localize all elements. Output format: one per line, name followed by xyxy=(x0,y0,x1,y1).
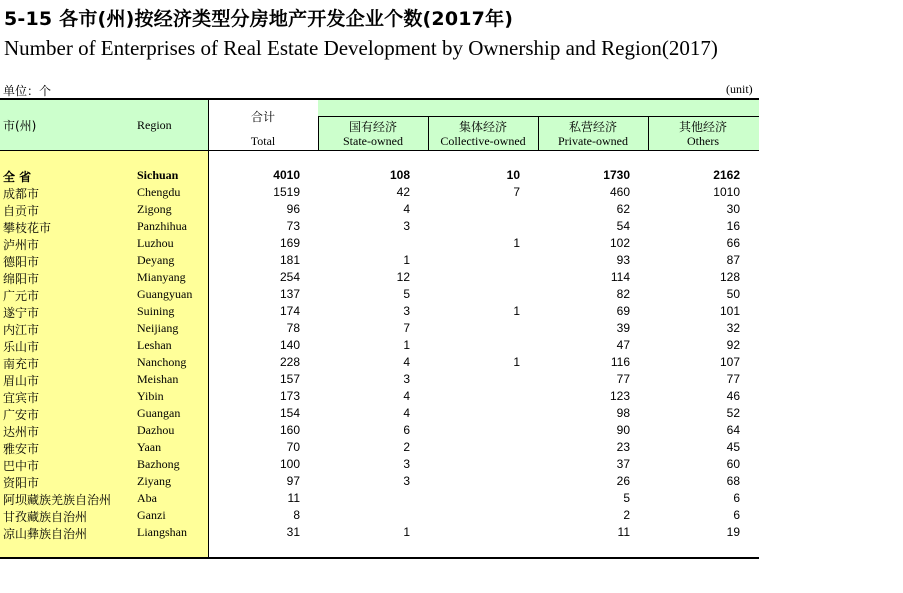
private-owned-value: 2 xyxy=(623,508,630,522)
total-value: 173 xyxy=(279,389,300,403)
region-name-cn: 自贡市 xyxy=(3,204,40,218)
others-value: 107 xyxy=(719,355,740,369)
header-bottom-rule xyxy=(0,150,759,151)
region-name-en: Meishan xyxy=(137,372,179,386)
others-value: 52 xyxy=(726,406,740,420)
header-region: Region xyxy=(137,118,172,132)
others-value: 6 xyxy=(733,491,740,505)
region-name-en: Luzhou xyxy=(137,236,174,250)
collective-owned-value: 10 xyxy=(506,168,520,182)
total-value: 174 xyxy=(279,304,300,318)
private-owned-value: 123 xyxy=(609,389,630,403)
header-collective-en: Collective-owned xyxy=(440,134,526,148)
region-name-cn: 资阳市 xyxy=(3,476,40,490)
region-name-en: Guangyuan xyxy=(137,287,193,301)
state-owned-value: 3 xyxy=(403,474,410,488)
private-owned-value: 47 xyxy=(616,338,630,352)
others-value: 92 xyxy=(726,338,740,352)
private-owned-value: 69 xyxy=(616,304,630,318)
private-owned-value: 54 xyxy=(616,219,630,233)
region-name-cn: 内江市 xyxy=(3,323,40,337)
region-name-cn: 遂宁市 xyxy=(3,306,40,320)
others-value: 50 xyxy=(726,287,740,301)
private-owned-value: 90 xyxy=(616,423,630,437)
total-value: 97 xyxy=(286,474,300,488)
header-total-cn: 合计 xyxy=(250,110,275,124)
page-title-chinese: 5-15 各市(州)按经济类型分房地产开发企业个数(2017年) xyxy=(4,8,514,30)
region-name-cn: 攀枝花市 xyxy=(3,221,52,235)
private-owned-value: 23 xyxy=(616,440,630,454)
region-name-cn: 广安市 xyxy=(3,408,40,422)
others-value: 30 xyxy=(726,202,740,216)
header-others-cn: 其他经济 xyxy=(678,120,727,134)
private-owned-value: 11 xyxy=(617,525,630,539)
region-name-cn: 南充市 xyxy=(3,357,40,371)
unit-label-english: (unit) xyxy=(726,82,753,96)
region-name-cn: 泸州市 xyxy=(3,238,40,252)
private-owned-value: 39 xyxy=(616,321,630,335)
unit-label-chinese: 单位：个 xyxy=(3,84,52,98)
private-owned-value: 114 xyxy=(610,270,630,284)
collective-owned-value: 1 xyxy=(513,236,520,250)
collective-owned-value: 7 xyxy=(513,185,520,199)
region-name-cn: 德阳市 xyxy=(3,255,40,269)
state-owned-value: 1 xyxy=(403,253,410,267)
total-value: 137 xyxy=(279,287,300,301)
private-owned-value: 116 xyxy=(610,355,630,369)
region-name-en: Ziyang xyxy=(137,474,171,488)
region-name-en: Leshan xyxy=(137,338,172,352)
total-value: 157 xyxy=(279,372,300,386)
header-total-en: Total xyxy=(250,134,276,148)
region-name-en: Ganzi xyxy=(137,508,166,522)
state-owned-value: 1 xyxy=(403,525,410,539)
region-name-cn: 凉山彝族自治州 xyxy=(3,527,88,541)
others-value: 66 xyxy=(726,236,740,250)
others-value: 77 xyxy=(726,372,740,386)
state-owned-value: 3 xyxy=(403,219,410,233)
region-name-cn: 阿坝藏族羌族自治州 xyxy=(3,493,112,507)
others-value: 60 xyxy=(726,457,740,471)
table-top-rule xyxy=(0,98,759,100)
private-owned-value: 77 xyxy=(616,372,630,386)
others-value: 16 xyxy=(726,219,740,233)
others-value: 46 xyxy=(726,389,740,403)
others-value: 68 xyxy=(726,474,740,488)
header-others-en: Others xyxy=(687,134,719,148)
private-owned-value: 5 xyxy=(623,491,630,505)
private-owned-value: 93 xyxy=(616,253,630,267)
others-value: 1010 xyxy=(713,185,740,199)
total-value: 140 xyxy=(279,338,300,352)
state-owned-value: 108 xyxy=(389,168,410,182)
private-owned-value: 62 xyxy=(616,202,630,216)
region-name-cn: 广元市 xyxy=(3,289,40,303)
region-name-en: Deyang xyxy=(137,253,175,267)
others-value: 32 xyxy=(726,321,740,335)
header-private-cn: 私营经济 xyxy=(568,120,617,134)
state-owned-value: 4 xyxy=(403,406,410,420)
table-bottom-rule xyxy=(0,557,759,559)
total-value: 70 xyxy=(286,440,300,454)
region-name-en: Yaan xyxy=(137,440,162,454)
total-value: 11 xyxy=(287,491,300,505)
others-value: 19 xyxy=(726,525,740,539)
private-owned-value: 26 xyxy=(616,474,630,488)
region-name-en: Mianyang xyxy=(137,270,186,284)
region-name-en: Liangshan xyxy=(137,525,187,539)
region-name-en: Nanchong xyxy=(137,355,187,369)
region-name-en: Chengdu xyxy=(137,185,181,199)
region-name-cn: 达州市 xyxy=(3,425,40,439)
region-name-en: Aba xyxy=(137,491,157,505)
total-value: 154 xyxy=(279,406,300,420)
region-name-en: Bazhong xyxy=(137,457,180,471)
total-value: 31 xyxy=(286,525,300,539)
region-name-cn: 雅安市 xyxy=(3,442,40,456)
header-state-cn: 国有经济 xyxy=(348,120,397,134)
state-owned-value: 6 xyxy=(403,423,410,437)
state-owned-value: 42 xyxy=(396,185,410,199)
total-value: 1519 xyxy=(273,185,300,199)
total-value: 181 xyxy=(279,253,300,267)
others-value: 64 xyxy=(726,423,740,437)
header-collective-cn: 集体经济 xyxy=(458,120,507,134)
others-value: 6 xyxy=(733,508,740,522)
region-name-cn: 甘孜藏族自治州 xyxy=(3,510,88,524)
others-value: 2162 xyxy=(713,168,740,182)
region-name-en: Suining xyxy=(137,304,175,318)
state-owned-value: 7 xyxy=(403,321,410,335)
private-owned-value: 460 xyxy=(609,185,630,199)
private-owned-value: 37 xyxy=(616,457,630,471)
region-name-cn: 眉山市 xyxy=(3,374,40,388)
state-owned-value: 4 xyxy=(403,355,410,369)
state-owned-value: 3 xyxy=(403,372,410,386)
total-value: 228 xyxy=(279,355,300,369)
private-owned-value: 102 xyxy=(609,236,630,250)
total-value: 96 xyxy=(286,202,300,216)
region-name-cn: 成都市 xyxy=(3,187,40,201)
region-name-cn: 全 省 xyxy=(3,170,32,184)
state-owned-value: 4 xyxy=(403,389,410,403)
region-name-en: Sichuan xyxy=(137,168,179,182)
region-name-cn: 绵阳市 xyxy=(3,272,40,286)
region-name-cn: 乐山市 xyxy=(3,340,40,354)
region-name-en: Panzhihua xyxy=(137,219,187,233)
region-name-en: Guangan xyxy=(137,406,181,420)
total-value: 78 xyxy=(286,321,300,335)
total-value: 254 xyxy=(279,270,300,284)
collective-owned-value: 1 xyxy=(513,304,520,318)
private-owned-value: 82 xyxy=(616,287,630,301)
state-owned-value: 3 xyxy=(403,304,410,318)
region-name-cn: 宜宾市 xyxy=(3,391,40,405)
total-value: 4010 xyxy=(273,168,300,182)
state-owned-value: 12 xyxy=(396,270,410,284)
header-city: 市(州) xyxy=(3,119,37,133)
private-owned-value: 1730 xyxy=(603,168,630,182)
others-value: 45 xyxy=(726,440,740,454)
private-owned-value: 98 xyxy=(616,406,630,420)
state-owned-value: 3 xyxy=(403,457,410,471)
state-owned-value: 5 xyxy=(403,287,410,301)
header-private-en: Private-owned xyxy=(558,134,628,148)
region-name-cn: 巴中市 xyxy=(3,459,40,473)
region-name-en: Yibin xyxy=(137,389,164,403)
others-value: 87 xyxy=(726,253,740,267)
total-value: 8 xyxy=(293,508,300,522)
state-owned-value: 1 xyxy=(403,338,410,352)
total-value: 160 xyxy=(279,423,300,437)
collective-owned-value: 1 xyxy=(513,355,520,369)
total-value: 169 xyxy=(279,236,300,250)
others-value: 101 xyxy=(719,304,740,318)
region-name-en: Dazhou xyxy=(137,423,175,437)
region-name-en: Zigong xyxy=(137,202,172,216)
page-title-english: Number of Enterprises of Real Estate Development by Ownership and Region(2017) xyxy=(4,36,718,60)
others-value: 128 xyxy=(719,270,740,284)
region-name-en: Neijiang xyxy=(137,321,179,335)
total-value: 73 xyxy=(286,219,300,233)
state-owned-value: 2 xyxy=(403,440,410,454)
state-owned-value: 4 xyxy=(403,202,410,216)
total-value: 100 xyxy=(279,457,300,471)
header-state-en: State-owned xyxy=(343,134,403,148)
